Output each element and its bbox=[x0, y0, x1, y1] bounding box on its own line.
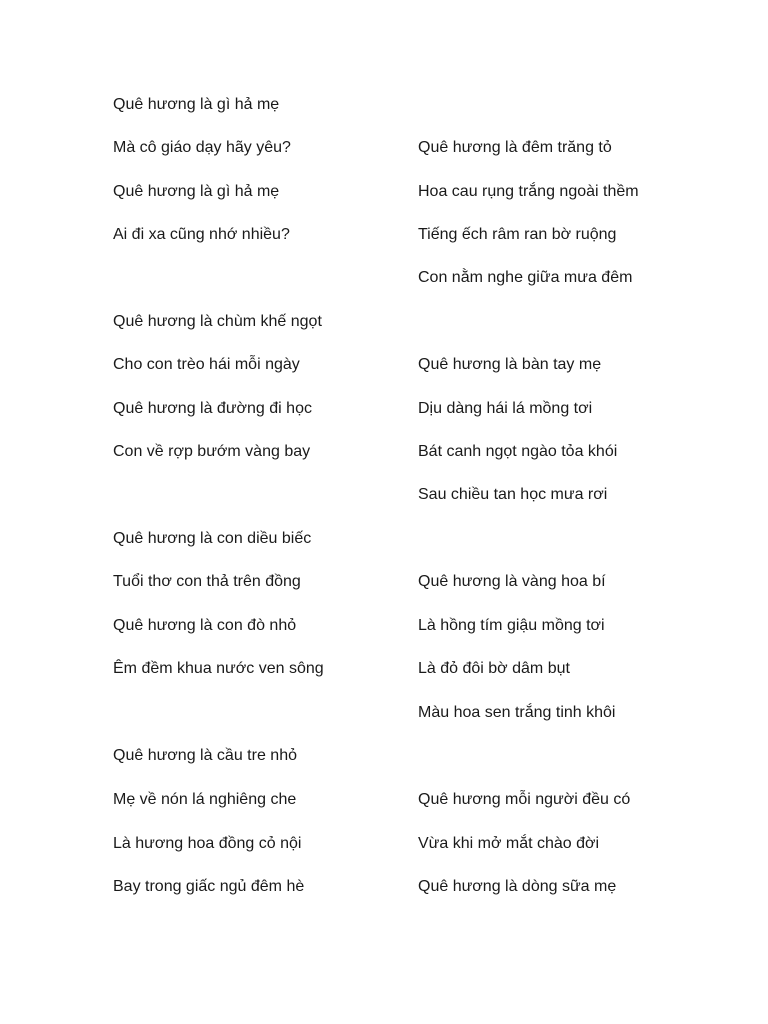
poem-line: Ai đi xa cũng nhớ nhiều? bbox=[113, 226, 290, 243]
poem-line: Quê hương là con diều biếc bbox=[113, 530, 312, 547]
poem-line: Quê hương là dòng sữa mẹ bbox=[418, 878, 617, 895]
poem-line: Dịu dàng hái lá mồng tơi bbox=[418, 400, 593, 417]
poem-line: Là hương hoa đồng cỏ nội bbox=[113, 835, 302, 852]
poem-line: Quê hương là gì hả mẹ bbox=[113, 183, 280, 200]
poem-line: Tiếng ếch râm ran bờ ruộng bbox=[418, 226, 617, 243]
poem-line: Là hồng tím giậu mồng tơi bbox=[418, 617, 605, 634]
poem-line: Mà cô giáo dạy hãy yêu? bbox=[113, 139, 291, 156]
poem-line: Quê hương là đêm trăng tỏ bbox=[418, 139, 612, 156]
poem-line: Là đỏ đôi bờ dâm bụt bbox=[418, 660, 570, 677]
poem-line: Mẹ về nón lá nghiêng che bbox=[113, 791, 297, 808]
poem-line: Quê hương là bàn tay mẹ bbox=[418, 356, 602, 373]
poem-line: Quê hương là gì hả mẹ bbox=[113, 96, 280, 113]
poem-line: Vừa khi mở mắt chào đời bbox=[418, 835, 600, 852]
poem-line: Êm đềm khua nước ven sông bbox=[113, 660, 324, 677]
poem-line: Hoa cau rụng trắng ngoài thềm bbox=[418, 183, 639, 200]
poem-line: Quê hương là con đò nhỏ bbox=[113, 617, 297, 634]
poem-line: Quê hương mỗi người đều có bbox=[418, 791, 631, 808]
poem-line: Bát canh ngọt ngào tỏa khói bbox=[418, 443, 618, 460]
poem-line: Tuổi thơ con thả trên đồng bbox=[113, 573, 301, 590]
poem-line: Bay trong giấc ngủ đêm hè bbox=[113, 878, 305, 895]
poem-line: Quê hương là đường đi học bbox=[113, 400, 312, 417]
poem-line: Quê hương là chùm khế ngọt bbox=[113, 313, 322, 330]
poem-line: Màu hoa sen trắng tinh khôi bbox=[418, 704, 616, 721]
poem-line: Cho con trèo hái mỗi ngày bbox=[113, 356, 300, 373]
poem-line: Con về rợp bướm vàng bay bbox=[113, 443, 311, 460]
poem-line: Con nằm nghe giữa mưa đêm bbox=[418, 269, 633, 286]
poem-line: Sau chiều tan học mưa rơi bbox=[418, 486, 608, 503]
poem-line: Quê hương là vàng hoa bí bbox=[418, 573, 606, 590]
poem-line: Quê hương là cầu tre nhỏ bbox=[113, 747, 297, 764]
